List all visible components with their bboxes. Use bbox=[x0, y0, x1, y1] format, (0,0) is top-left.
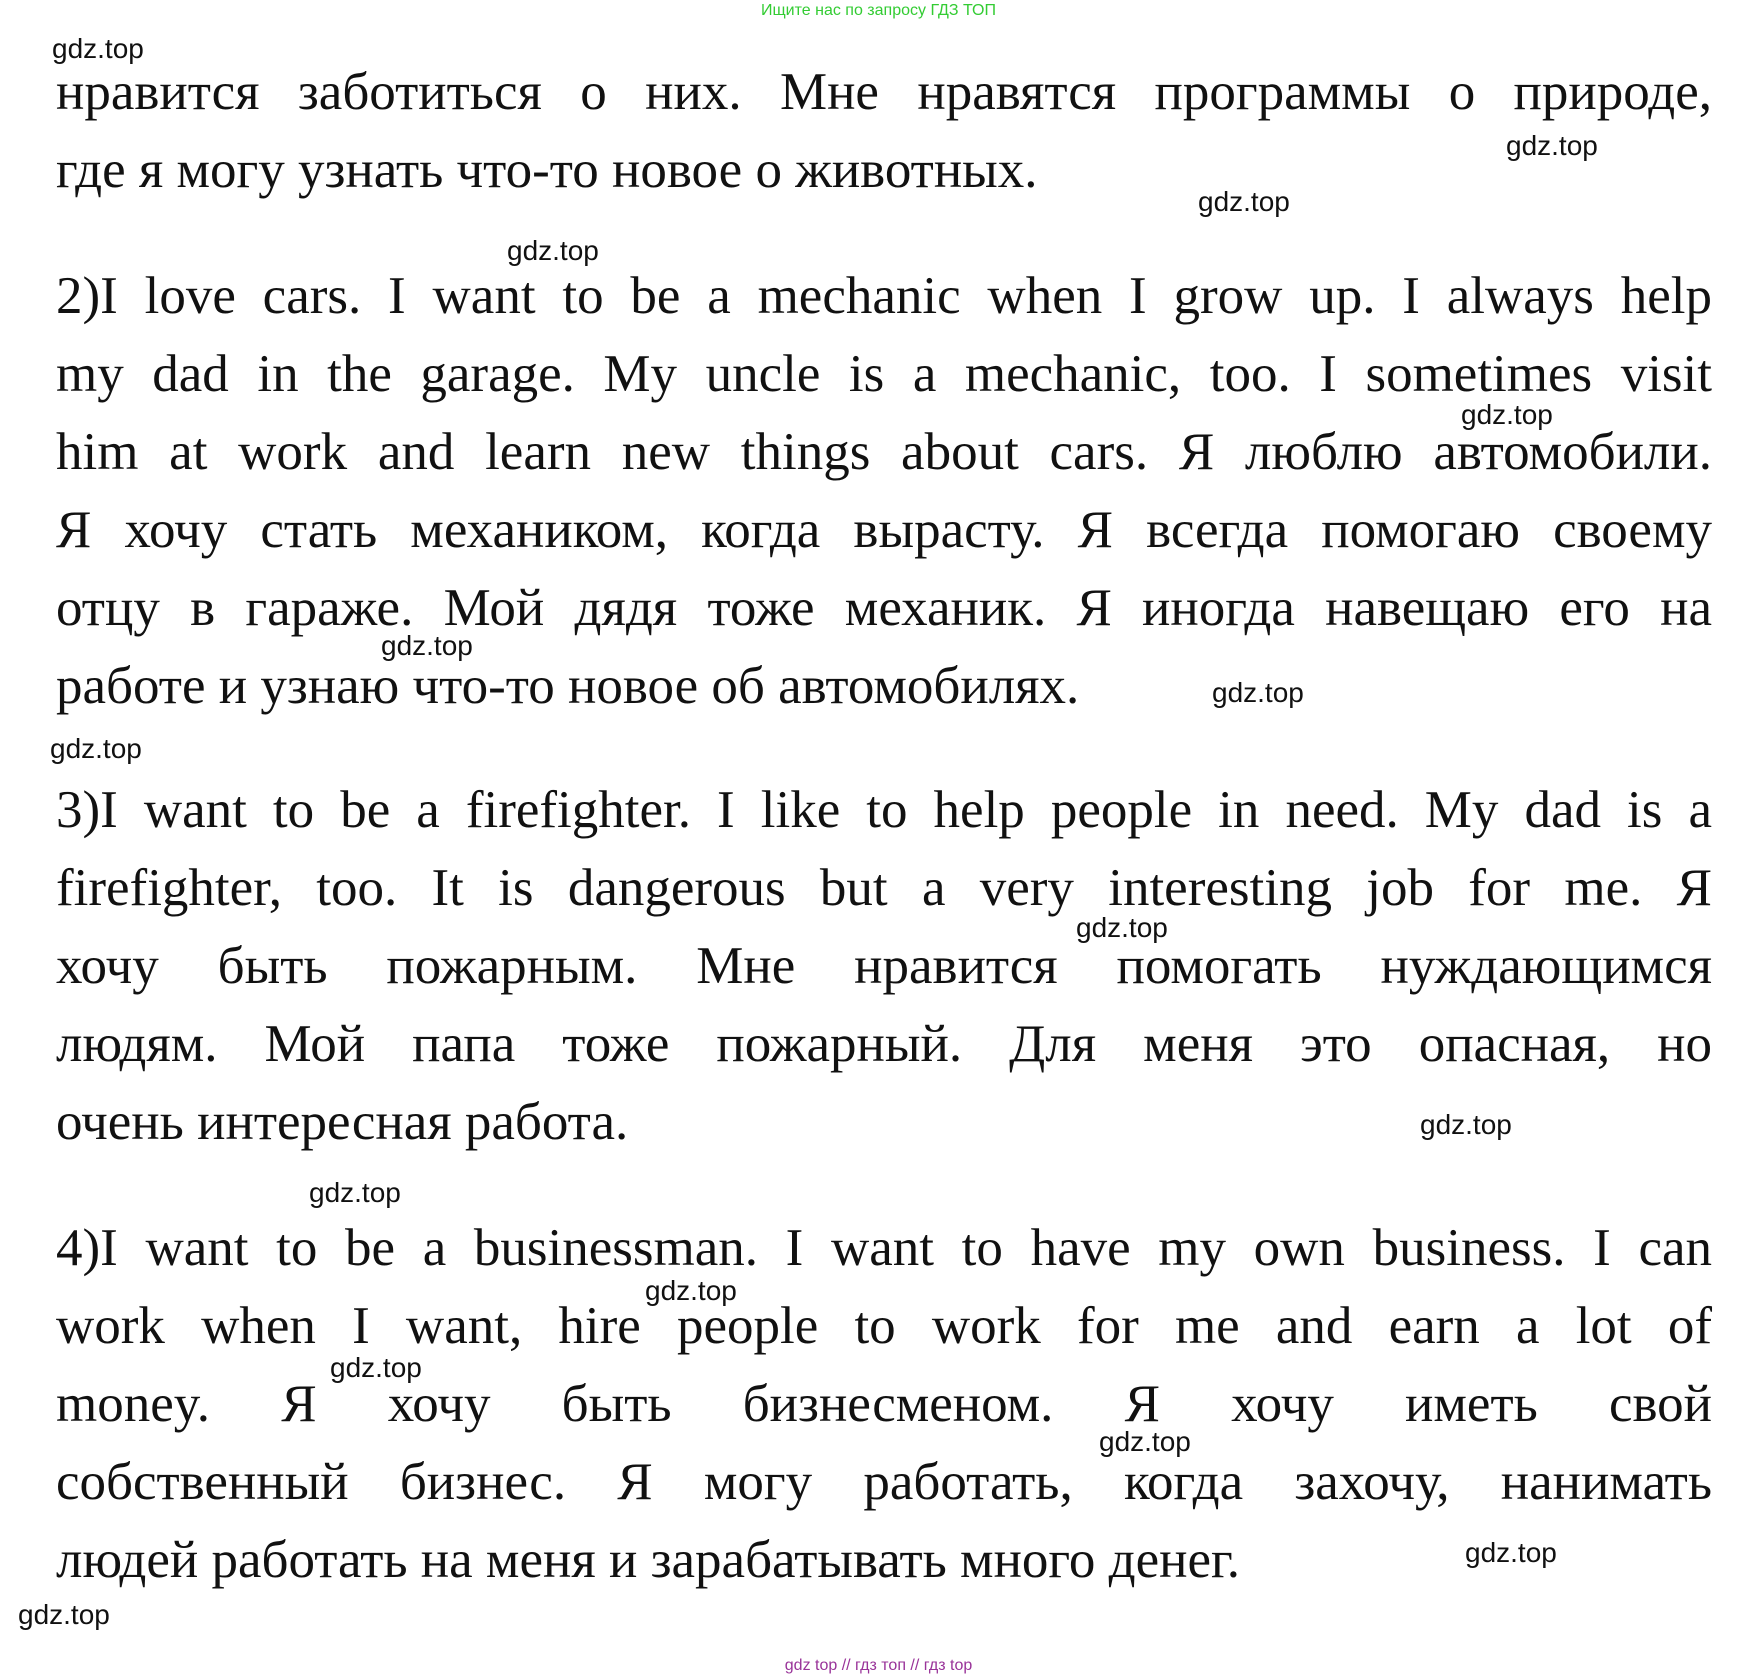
watermark: gdz.top bbox=[1465, 1537, 1557, 1568]
watermark: gdz.top bbox=[507, 235, 599, 266]
text-line: 4)I want to be a businessman. I want to have my own business. I can bbox=[56, 1219, 1712, 1277]
text-line: work when I want, hire people to work for me and earn a lot of bbox=[56, 1297, 1712, 1355]
watermark: gdz.top bbox=[645, 1275, 737, 1306]
watermark: gdz.top bbox=[1506, 130, 1598, 161]
text-line: нравится заботиться о них. Мне нравятся программы о природе, bbox=[56, 63, 1712, 121]
watermark: gdz.top bbox=[1461, 399, 1553, 430]
text-line: очень интересная работа. bbox=[56, 1093, 629, 1151]
text-line: him at work and learn new things about cars. Я люблю автомобили. bbox=[56, 423, 1712, 481]
text-line: людям. Мой папа тоже пожарный. Для меня это опасная, но bbox=[56, 1015, 1712, 1073]
text-line: my dad in the garage. My uncle is a mechanic, too. I sometimes visit bbox=[56, 345, 1712, 403]
text-line: money. Я хочу быть бизнесменом. Я хочу иметь свой bbox=[56, 1375, 1712, 1433]
text-line: где я могу узнать что-то новое о животных. bbox=[56, 141, 1038, 199]
watermark: gdz.top bbox=[52, 33, 144, 64]
watermark: gdz.top bbox=[18, 1599, 110, 1630]
text-line: людей работать на меня и зарабатывать много денег. bbox=[56, 1531, 1240, 1589]
watermark: gdz.top bbox=[50, 733, 142, 764]
watermark: gdz.top bbox=[1076, 912, 1168, 943]
watermark: gdz.top bbox=[1212, 677, 1304, 708]
watermark: gdz.top bbox=[1420, 1109, 1512, 1140]
text-line: собственный бизнес. Я могу работать, когда захочу, нанимать bbox=[56, 1453, 1712, 1511]
text-line: отцу в гараже. Мой дядя тоже механик. Я иногда навещаю его на bbox=[56, 579, 1712, 637]
watermark: gdz.top bbox=[381, 630, 473, 661]
watermark: gdz.top bbox=[1099, 1426, 1191, 1457]
watermark: gdz.top bbox=[330, 1352, 422, 1383]
top-banner: Ищите нас по запросу ГДЗ ТОП bbox=[761, 2, 996, 19]
text-line: 2)I love cars. I want to be a mechanic when I grow up. I always help bbox=[56, 267, 1712, 325]
watermark: gdz.top bbox=[1198, 186, 1290, 217]
watermark: gdz.top bbox=[309, 1177, 401, 1208]
text-line: firefighter, too. It is dangerous but a very interesting job for me. Я bbox=[56, 859, 1712, 917]
bottom-banner: gdz top // гдз топ // гдз top bbox=[784, 1657, 973, 1674]
text-line: 3)I want to be a firefighter. I like to help people in need. My dad is a bbox=[56, 781, 1712, 839]
text-line: хочу быть пожарным. Мне нравится помогать нуждающимся bbox=[56, 937, 1712, 995]
text-line: Я хочу стать механиком, когда вырасту. Я всегда помогаю своему bbox=[56, 501, 1712, 559]
text-line: работе и узнаю что-то новое об автомобилях. bbox=[56, 657, 1080, 715]
